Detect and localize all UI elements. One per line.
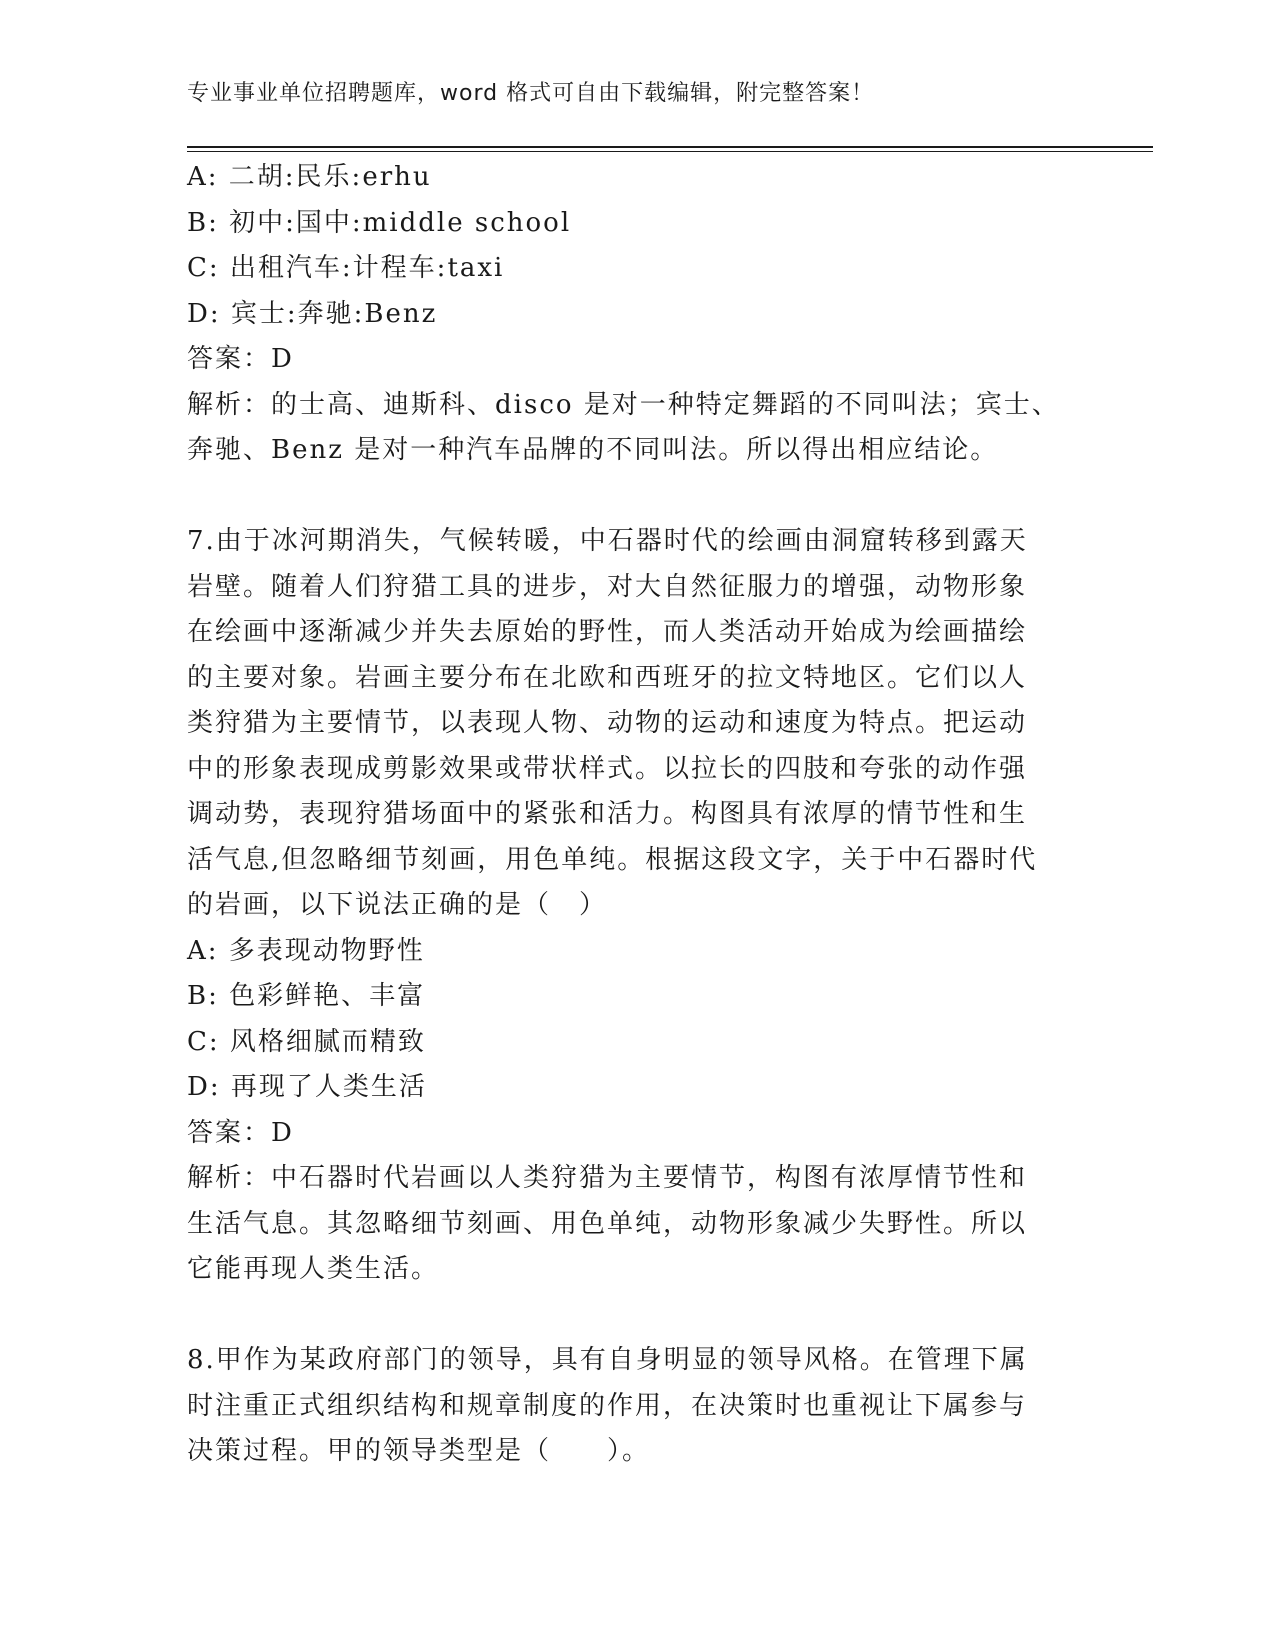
prev-analysis	[187, 383, 1087, 474]
q7-answer	[187, 1111, 1087, 1157]
q7-analysis-line-2: 生活气息。其忽略细节刻画、用色单纯，动物形象减少失野性。所以	[187, 1208, 1028, 1239]
q7-line-6: 中的形象表现成剪影效果或带状样式。以拉长的四肢和夸张的动作强	[187, 753, 1028, 784]
q7-analysis-line-3: 它能再现人类生活。	[187, 1254, 440, 1284]
q7-answer-label: 答案：	[187, 1117, 272, 1148]
q7-line-2: 岩壁。随着人们狩猎工具的进步，对大自然征服力的增强，动物形象	[187, 571, 1028, 602]
q7-analysis-text-1: 中石器时代岩画以人类狩猎为主要情节，构图有浓厚情节性和	[271, 1163, 1028, 1193]
q7-line-3: 在绘画中逐渐减少并失去原始的野性，而人类活动开始成为绘画描绘	[187, 617, 1028, 647]
question-7-options	[187, 929, 1087, 1111]
q7-line-1: 7.由于冰河期消失，气候转暖，中石器时代的绘画由洞窟转移到露天	[187, 526, 1028, 556]
prev-option-b: B: 初中:国中:middle school	[187, 207, 572, 238]
prev-option-a: A: 二胡:民乐:erhu	[187, 162, 432, 192]
q7-option-d: D: 再现了人类生活	[187, 1072, 427, 1102]
q7-analysis-label: 解析：	[187, 1163, 272, 1193]
q8-line-1: 8.甲作为某政府部门的领导，具有自身明显的领导风格。在管理下属	[187, 1345, 1028, 1375]
prev-answer	[187, 337, 1087, 383]
q8-line-2: 时注重正式组织结构和规章制度的作用，在决策时也重视让下属参与	[187, 1390, 1028, 1421]
q7-analysis	[187, 1156, 1087, 1293]
document-content	[187, 155, 1087, 1475]
q7-option-b: B: 色彩鲜艳、丰富	[187, 981, 426, 1011]
prev-option-d: D: 宾士:奔驰:Benz	[187, 298, 438, 329]
prev-analysis-line-2: 奔驰、Benz 是对一种汽车品牌的不同叫法。所以得出相应结论。	[187, 435, 999, 465]
prev-option-c: C: 出租汽车:计程车:taxi	[187, 253, 505, 283]
prev-answer-value: D	[271, 344, 294, 374]
q8-line-3: 决策过程。甲的领导类型是（ ）。	[187, 1436, 651, 1466]
header-rule-thin	[187, 151, 1153, 152]
q7-option-a: A: 多表现动物野性	[187, 935, 425, 966]
q7-option-c: C: 风格细腻而精致	[187, 1026, 426, 1057]
prev-analysis-label: 解析：	[187, 389, 272, 420]
prev-analysis-line-1	[187, 383, 1087, 429]
q7-line-7: 调动势，表现狩猎场面中的紧张和活力。构图具有浓厚的情节性和生	[187, 799, 1028, 829]
q7-line-5: 类狩猎为主要情节，以表现人物、动物的运动和速度为特点。把运动	[187, 708, 1028, 738]
page-header: 专业事业单位招聘题库，word 格式可自由下载编辑，附完整答案！	[187, 81, 875, 106]
q7-analysis-line-1	[187, 1156, 1087, 1202]
spacer	[187, 474, 1087, 520]
q7-line-9: 的岩画，以下说法正确的是（ ）	[187, 890, 608, 920]
prev-question-options	[187, 155, 1087, 337]
question-7-stem	[187, 519, 1087, 929]
q7-line-4: 的主要对象。岩画主要分布在北欧和西班牙的拉文特地区。它们以人	[187, 662, 1028, 693]
header-rule-thick	[187, 146, 1153, 148]
question-8-stem	[187, 1338, 1087, 1475]
prev-analysis-text-1: 的士高、迪斯科、disco 是对一种特定舞蹈的不同叫法；宾士、	[271, 389, 1060, 420]
spacer	[187, 1293, 1087, 1339]
q7-answer-value: D	[271, 1117, 294, 1148]
q7-line-8: 活气息,但忽略细节刻画，用色单纯。根据这段文字，关于中石器时代	[187, 844, 1038, 875]
prev-answer-label: 答案：	[187, 344, 272, 374]
